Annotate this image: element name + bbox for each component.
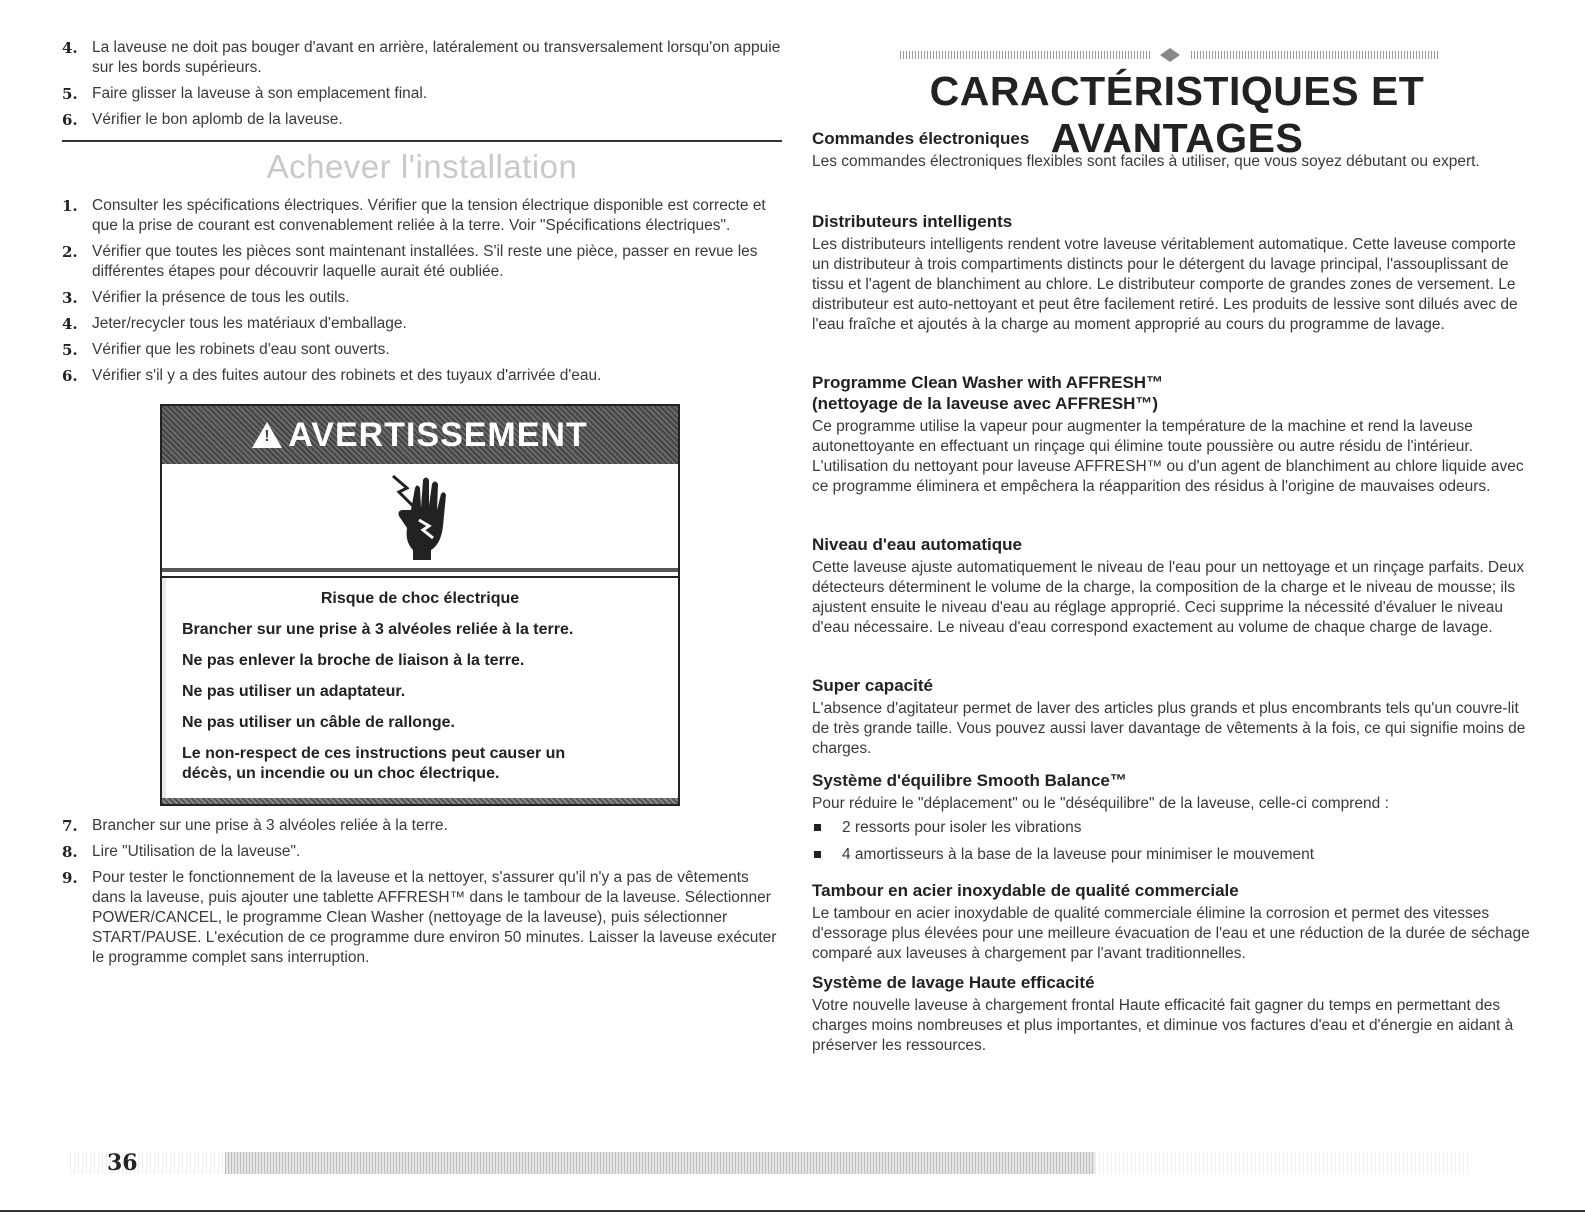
feature-section	[812, 770, 1532, 872]
feature-text: Ce programme utilise la vapeur pour augmenter la température de la machine et rend la laveuse autonettoyante en effectuant un rinçage qui élimine toute poussière ou autre résidu de l'intérieur. L'utilisation du nettoyant pour laveuse AFFRESH™ ou d'un agent de blanchiment au chlore liquide avec ce programme éliminera et empêchera la réapparition des résidus à l'origine de mauvaises odeurs.	[812, 418, 1524, 495]
warning-footer-stripe	[162, 798, 678, 804]
feature-heading: Système de lavage Haute efficacité	[812, 973, 1095, 992]
feature-section	[812, 972, 1532, 1056]
list-item: 5. Vérifier que les robinets d'eau sont ouverts.	[62, 341, 390, 359]
feature-section	[812, 211, 1532, 335]
warning-box	[160, 404, 680, 806]
feature-heading: Programme Clean Washer with AFFRESH™ (nettoyage de la laveuse avec AFFRESH™)	[812, 373, 1164, 413]
warning-header: ! AVERTISSEMENT	[162, 406, 678, 464]
final-steps-list	[62, 816, 782, 968]
top-steps-list	[62, 38, 782, 130]
warning-line: Le non-respect de ces instructions peut causer un décès, un incendie ou un choc électrique.	[182, 745, 566, 782]
list-item: 3. Vérifier la présence de tous les outils.	[62, 289, 350, 307]
footer-decoration-bar	[225, 1152, 1095, 1174]
list-item: 4. Jeter/recycler tous les matériaux d'emballage.	[62, 315, 407, 333]
warning-line: Ne pas utiliser un adaptateur.	[182, 683, 406, 700]
feature-section	[812, 880, 1532, 964]
warning-risk-title: Risque de choc électrique	[320, 590, 520, 607]
page-title: CARACTÉRISTIQUES ET AVANTAGES	[929, 68, 1425, 161]
feature-section	[812, 372, 1532, 497]
warning-icon-area	[162, 464, 678, 572]
section-divider	[62, 140, 782, 142]
feature-text: Votre nouvelle laveuse à chargement frontal Haute efficacité fait gagner du temps en permettant des charges moins nombreuses et plus importantes, et diminue vos factures d'eau et d'énergie en aidant à préserver les ressources.	[812, 997, 1514, 1054]
warning-body	[162, 576, 678, 798]
feature-text: L'absence d'agitateur permet de laver des articles plus grands et plus encombrants tels qu'un couvre-lit de très grande taille. Vous pouvez aussi laver davantage de vêtements à la fois, ce qui signifie moins de charges.	[812, 700, 1526, 757]
feature-bullet-list	[812, 818, 1532, 865]
feature-heading: Super capacité	[812, 676, 933, 695]
section-title: Achever l'installation	[266, 148, 578, 185]
decorative-header-ornament	[840, 48, 1500, 62]
feature-text: Pour réduire le "déplacement" ou le "déséquilibre" de la laveuse, celle-ci comprend :	[812, 795, 1389, 812]
list-item: 1. Consulter les spécifications électriques. Vérifier que la tension électrique disponible est correcte et que la prise de courant est convenablement reliée à la terre. Voir "Spécifications électriques".	[62, 197, 766, 234]
warning-line: Brancher sur une prise à 3 alvéoles reliée à la terre.	[182, 621, 574, 638]
bottom-divider	[0, 1210, 1585, 1212]
warning-triangle-icon	[252, 422, 282, 448]
warning-line: Ne pas enlever la broche de liaison à la terre.	[182, 652, 525, 669]
feature-heading: Système d'équilibre Smooth Balance™	[812, 771, 1127, 790]
feature-text: Les distributeurs intelligents rendent votre laveuse véritablement automatique. Cette laveuse comporte un distributeur à trois compartiments distincts pour le détergent du lavage principal, l'assouplissant de tissu et l'agent de blanchiment au chlore. Le distributeur comporte de grandes zones de versement. Le distributeur est auto-nettoyant et peut être facilement retiré. Les produits de lessive sont dilués avec de l'eau fraîche et ajoutés à la charge au moment approprié au cours du programme de lavage.	[812, 236, 1518, 333]
feature-section	[812, 675, 1532, 759]
feature-heading: Tambour en acier inoxydable de qualité commerciale	[812, 881, 1239, 900]
list-item: 7. Brancher sur une prise à 3 alvéoles reliée à la terre.	[62, 817, 448, 835]
list-item: 2. Vérifier que toutes les pièces sont maintenant installées. S'il reste une pièce, passer en revue les différentes étapes pour découvrir laquelle aurait été oubliée.	[62, 243, 758, 280]
install-steps-list	[62, 196, 782, 386]
feature-text: Le tambour en acier inoxydable de qualité commerciale élimine la corrosion et permet des vitesses d'essorage plus élevées pour une meilleure évacuation de l'eau et une réduction de la durée de séchage comparé aux laveuses à chargement par l'avant traditionnelles.	[812, 905, 1530, 962]
feature-heading: Commandes électroniques	[812, 129, 1030, 148]
list-item: 9. Pour tester le fonctionnement de la laveuse et la nettoyer, s'assurer qu'il n'y a pas de vêtements dans la laveuse, puis ajouter une tablette AFFRESH™ dans le tambour de la laveuse. Sélectionner POWER/CANCEL, le programme Clean Washer (nettoyage de la laveuse), puis sélectionner START/PAUSE. L'exécution de ce programme dure environ 50 minutes. Laisser la laveuse exécuter le programme complet sans interruption.	[62, 869, 777, 966]
list-item: 5. Faire glisser la laveuse à son emplacement final.	[62, 85, 428, 103]
list-item: 8. Lire "Utilisation de la laveuse".	[62, 843, 301, 861]
list-item: 6. Vérifier le bon aplomb de la laveuse.	[62, 111, 343, 129]
footer-decoration-right	[1095, 1152, 1470, 1174]
list-item: 4. La laveuse ne doit pas bouger d'avant en arrière, latéralement ou transversalement lorsqu'on appuie sur les bords supérieurs.	[62, 39, 781, 76]
feature-heading: Niveau d'eau automatique	[812, 535, 1022, 554]
feature-heading: Distributeurs intelligents	[812, 212, 1013, 231]
page-number: 36	[107, 1150, 138, 1176]
feature-section	[812, 534, 1532, 638]
list-item: 4 amortisseurs à la base de la laveuse pour minimiser le mouvement	[812, 845, 1532, 865]
feature-text: Les commandes électroniques flexibles sont faciles à utiliser, que vous soyez débutant ou expert.	[812, 153, 1480, 170]
footer-decoration-left	[70, 1152, 225, 1174]
warning-line: Ne pas utiliser un câble de rallonge.	[182, 714, 455, 731]
left-column	[62, 38, 782, 974]
electric-shock-hand-icon	[385, 470, 455, 562]
feature-section	[812, 128, 1532, 172]
list-item: 2 ressorts pour isoler les vibrations	[812, 818, 1532, 838]
feature-text: Cette laveuse ajuste automatiquement le niveau de l'eau pour un nettoyage et un rinçage parfaits. Deux détecteurs déterminent le volume de la charge, la composition de la charge et le niveau de mousse; ils ajustent ensuite le niveau d'eau au réglage approprié. Ceci supprime la nécessité d'évaluer le niveau d'eau nécessaire. Le niveau d'eau correspond exactement au volume de chaque charge de lavage.	[812, 559, 1525, 636]
list-item: 6. Vérifier s'il y a des fuites autour des robinets et des tuyaux d'arrivée d'eau.	[62, 367, 602, 385]
